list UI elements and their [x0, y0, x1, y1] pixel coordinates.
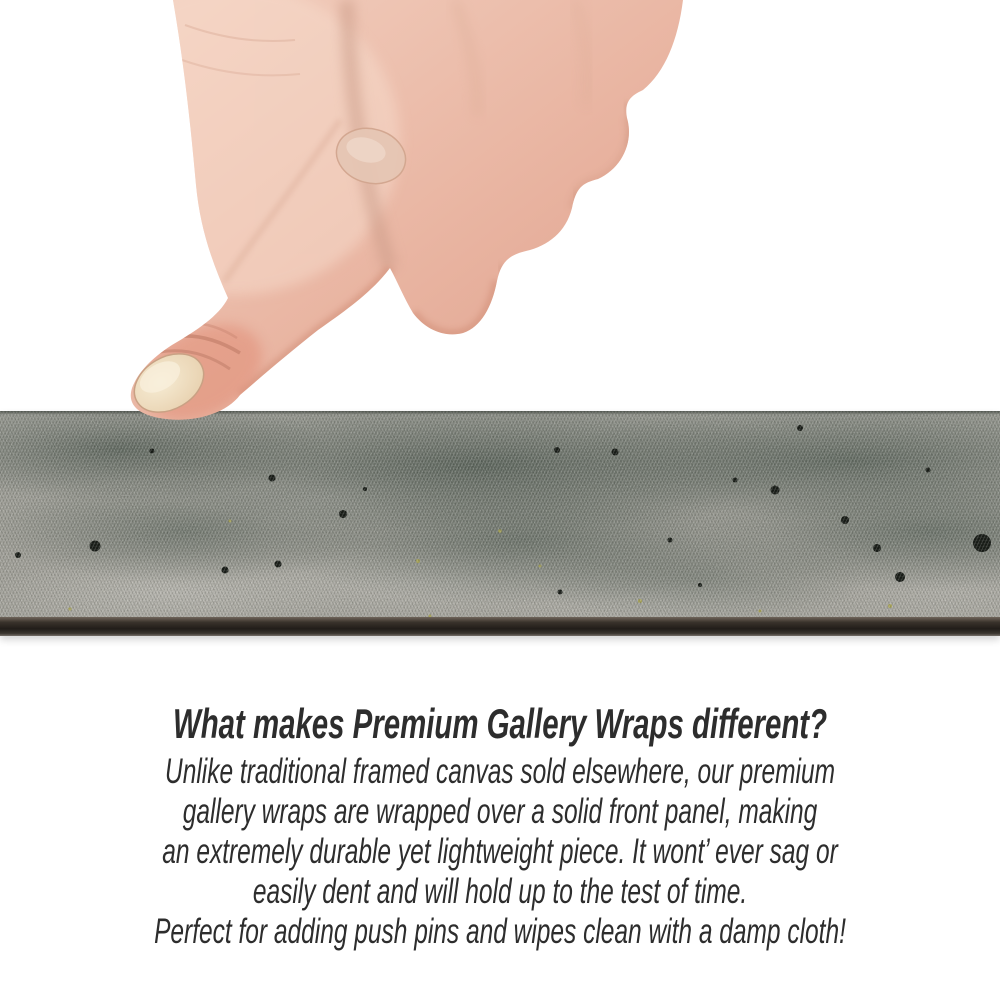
body-text-line: Unlike traditional framed canvas sold elsewhere, our premium — [165, 752, 835, 791]
canvas-panel-dark-edge — [0, 617, 1000, 636]
finger-valley-2 — [575, 192, 579, 226]
section-heading: What makes Premium Gallery Wraps different? — [172, 700, 828, 747]
body-text-line: gallery wraps are wrapped over a solid front panel, making — [182, 792, 818, 831]
finger-valley-3 — [500, 265, 505, 295]
description-block — [0, 700, 1000, 952]
hand-thumb-press-photo — [0, 0, 1000, 430]
canvas-edge-strip — [0, 411, 1000, 636]
body-text-line: easily dent and will hold up to the test of time. — [252, 872, 748, 911]
body-text-line: Perfect for adding push pins and wipes clean with a damp cloth! — [154, 912, 846, 951]
canvas-weave-overlay — [0, 411, 1000, 636]
body-text-line: an extremely durable yet lightweight piece. It wont’ ever sag or — [162, 832, 838, 871]
